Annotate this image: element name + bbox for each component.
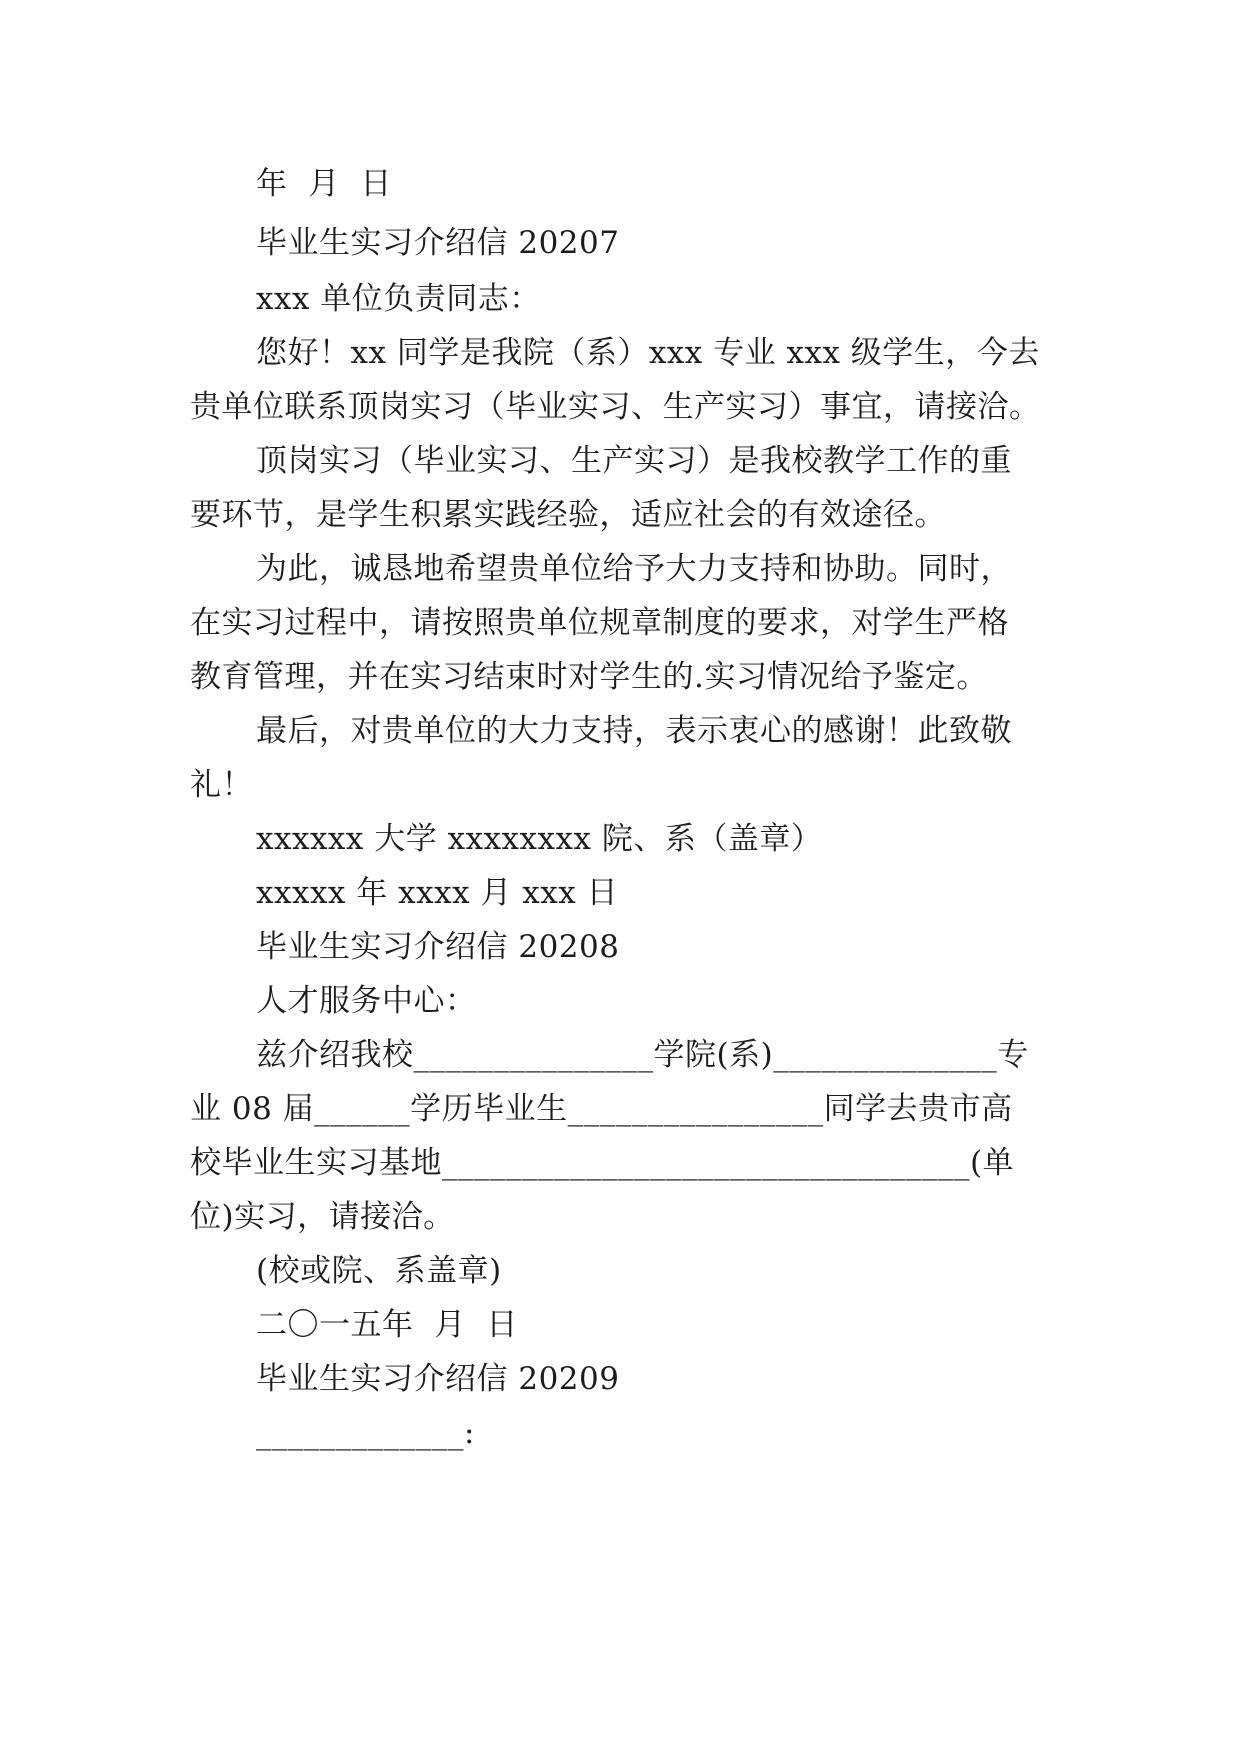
salutation-line: xxx 单位负责同志：	[256, 281, 541, 317]
paragraph-4-line-2: 礼！	[190, 767, 253, 803]
blank-recipient-line: _____________:	[256, 1415, 475, 1451]
paragraph-2-line-1: 顶岗实习（毕业实习、生产实习）是我校教学工作的重	[256, 443, 1012, 479]
form-line-2: 业 08 届______学历毕业生________________同学去贵市高	[190, 1091, 1013, 1127]
form-line-3: 校毕业生实习基地_________________________________(单	[190, 1145, 1015, 1181]
signature-date: xxxxx 年 xxxx 月 xxx 日	[256, 875, 619, 911]
stamp-note: (校或院、系盖章)	[256, 1253, 502, 1289]
date-placeholder-line: 年 月 日	[256, 166, 392, 202]
paragraph-1-line-1: 您好！xx 同学是我院（系）xxx 专业 xxx 级学生，今去	[256, 335, 1040, 371]
recipient-line: 人才服务中心：	[256, 983, 477, 1019]
letter-title-20207: 毕业生实习介绍信 20207	[256, 225, 620, 261]
paragraph-3-line-1: 为此，诚恳地希望贵单位给予大力支持和协助。同时，	[256, 551, 1012, 587]
stamp-date: 二〇一五年 月 日	[256, 1307, 518, 1343]
form-line-4: 位)实习，请接洽。	[190, 1199, 455, 1235]
paragraph-2-line-2: 要环节，是学生积累实践经验，适应社会的有效途径。	[190, 497, 946, 533]
signature-institution: xxxxxx 大学 xxxxxxxx 院、系（盖章）	[256, 821, 823, 857]
paragraph-1-line-2: 贵单位联系顶岗实习（毕业实习、生产实习）事宜，请接洽。	[190, 389, 1041, 425]
form-line-1: 兹介绍我校_______________学院(系)______________专	[256, 1037, 1029, 1073]
paragraph-3-line-2: 在实习过程中，请按照贵单位规章制度的要求，对学生严格	[190, 605, 1009, 641]
paragraph-4-line-1: 最后，对贵单位的大力支持，表示衷心的感谢！此致敬	[256, 713, 1012, 749]
letter-title-20208: 毕业生实习介绍信 20208	[256, 929, 620, 965]
letter-title-20209: 毕业生实习介绍信 20209	[256, 1361, 620, 1397]
paragraph-3-line-3: 教育管理，并在实习结束时对学生的.实习情况给予鉴定。	[190, 659, 988, 695]
